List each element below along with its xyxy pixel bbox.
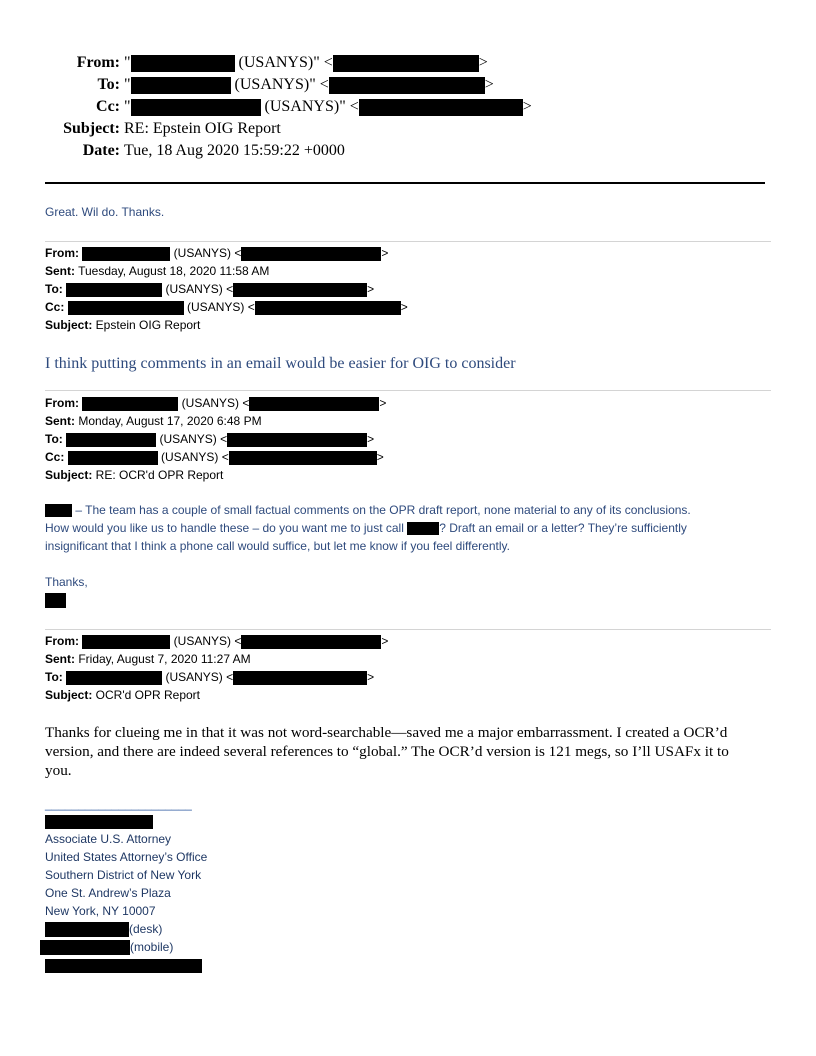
signoff: Thanks, xyxy=(45,575,88,589)
reply-text: Great. Wil do. Thanks. xyxy=(45,205,165,219)
redaction xyxy=(131,99,261,116)
msg-cc: Cc: (USANYS) < > xyxy=(45,450,384,464)
email-header xyxy=(0,52,816,172)
subject-label: Subject: xyxy=(63,120,120,137)
msg-sent: Sent: Tuesday, August 18, 2020 11:58 AM xyxy=(45,264,270,278)
redaction xyxy=(82,247,170,261)
body-line: Thanks for clueing me in that it was not word-searchable—saved me a major embarrassment. I created a OCR’d xyxy=(45,724,728,741)
redaction xyxy=(66,283,162,297)
to-value: " (USANYS)" < > xyxy=(124,76,494,93)
redaction xyxy=(45,815,153,829)
message-divider xyxy=(45,629,771,630)
redaction xyxy=(333,55,479,72)
body-line: insignificant that I think a phone call would suffice, but let me know if you feel differently. xyxy=(45,539,510,553)
redaction xyxy=(255,301,401,315)
cc-label: Cc: xyxy=(96,98,120,115)
signature-title: Associate U.S. Attorney xyxy=(45,832,172,846)
msg-subject: Subject: RE: OCR'd OPR Report xyxy=(45,468,224,482)
message-header xyxy=(45,244,408,334)
redaction xyxy=(229,451,377,465)
msg-to: To: (USANYS) < > xyxy=(45,432,375,446)
redaction xyxy=(66,671,162,685)
redaction xyxy=(329,77,485,94)
redaction xyxy=(45,593,66,608)
from-label: From: xyxy=(76,54,120,71)
signature-mobile: (mobile) xyxy=(40,938,173,956)
redaction xyxy=(45,922,129,937)
signature-address2: New York, NY 10007 xyxy=(45,904,156,918)
signature-rule: ______________________ xyxy=(45,797,192,811)
redaction xyxy=(227,433,367,447)
signature-district: Southern District of New York xyxy=(45,868,202,882)
header-divider xyxy=(45,182,765,184)
message-body: I think putting comments in an email would be easier for OIG to consider xyxy=(45,355,516,372)
redaction xyxy=(241,635,381,649)
redaction xyxy=(233,283,367,297)
redaction xyxy=(359,99,523,116)
cc-value: " (USANYS)" < > xyxy=(124,98,532,115)
message-divider xyxy=(45,390,771,391)
msg-sent: Sent: Friday, August 7, 2020 11:27 AM xyxy=(45,652,251,666)
to-label: To: xyxy=(97,76,120,93)
body-line: How would you like us to handle these – do you want me to just call ? Draft an email or a letter? They’re sufficiently xyxy=(45,521,687,535)
redaction xyxy=(131,55,235,72)
msg-to: To: (USANYS) < > xyxy=(45,670,375,684)
signature-block xyxy=(45,830,207,920)
redaction xyxy=(40,940,130,955)
redaction xyxy=(241,247,381,261)
signature-office: United States Attorney’s Office xyxy=(45,850,208,864)
msg-subject: Subject: OCR'd OPR Report xyxy=(45,688,200,702)
message-divider xyxy=(45,241,771,242)
redaction xyxy=(233,671,367,685)
message-body xyxy=(45,501,691,555)
message-header xyxy=(45,394,386,484)
msg-to: To: (USANYS) < > xyxy=(45,282,375,296)
date-value: Tue, 18 Aug 2020 15:59:22 +0000 xyxy=(124,142,345,159)
body-line: – The team has a couple of small factual comments on the OPR draft report, none material to any of its conclusions. xyxy=(45,501,691,519)
redaction xyxy=(66,433,156,447)
body-line: version, and there are indeed several references to “global.” The OCR’d version is 121 megs, so I’ll USAFx it to xyxy=(45,743,729,760)
redaction xyxy=(131,77,231,94)
date-label: Date: xyxy=(82,142,120,159)
redaction xyxy=(82,397,178,411)
msg-from: From: (USANYS) < > xyxy=(45,396,387,410)
msg-from: From: (USANYS) < > xyxy=(45,634,389,648)
msg-cc: Cc: (USANYS) < > xyxy=(45,300,408,314)
redaction xyxy=(249,397,379,411)
signature-address1: One St. Andrew’s Plaza xyxy=(45,886,171,900)
signature-desk: (desk) xyxy=(45,920,162,938)
body-line: you. xyxy=(45,762,72,779)
redaction xyxy=(45,959,202,973)
redaction xyxy=(407,522,439,535)
redaction xyxy=(45,504,72,517)
from-value: " (USANYS)" < > xyxy=(124,54,488,71)
redaction xyxy=(68,301,184,315)
subject-value: RE: Epstein OIG Report xyxy=(124,120,281,137)
msg-sent: Sent: Monday, August 17, 2020 6:48 PM xyxy=(45,414,262,428)
redaction xyxy=(68,451,158,465)
message-header xyxy=(45,632,388,704)
msg-subject: Subject: Epstein OIG Report xyxy=(45,318,201,332)
message-body xyxy=(45,723,729,780)
redaction xyxy=(82,635,170,649)
msg-from: From: (USANYS) < > xyxy=(45,246,389,260)
